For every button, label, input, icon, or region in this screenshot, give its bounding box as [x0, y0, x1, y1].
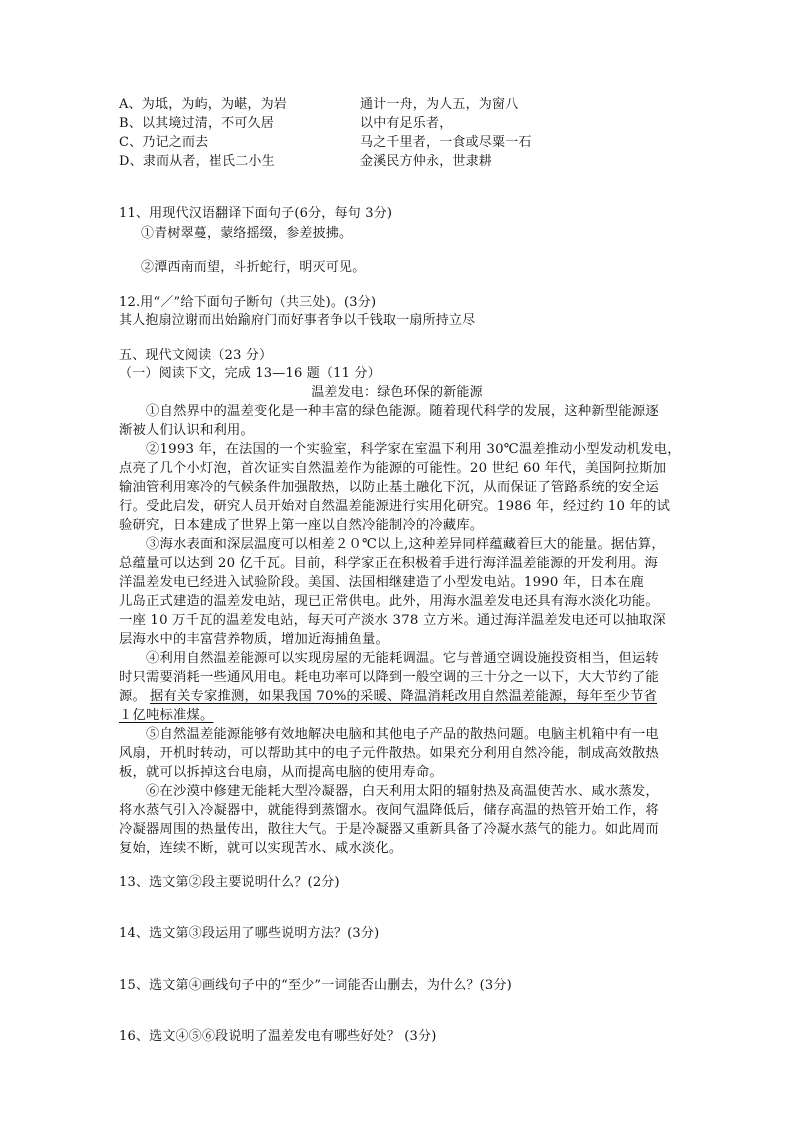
article-line: 将水蒸气引入冷凝器中，就能得到蒸馏水。夜间气温降低后，储存高温的热管开始工作，将	[119, 803, 659, 818]
article-line: ④利用自然温差能源可以实现房屋的无能耗调温。它与普通空调设施投资相当，但运转	[146, 651, 659, 666]
article-line: ⑥在沙漠中修建无能耗大型冷凝器，白天利用太阳的辐射热及高温使苦水、咸水蒸发，	[146, 784, 659, 799]
article-line	[119, 687, 657, 706]
q11-item-2: ②潭西南而望，斗折蛇行，明灭可见。	[141, 260, 366, 275]
article-line: 层海水中的丰富营养物质，增加近海捕鱼量。	[119, 632, 389, 647]
underlined-sentence-end: １亿吨标准煤。	[119, 708, 214, 723]
q12-prompt: 12.用“／”给下面句子断句（共三处)。(3分)	[119, 295, 377, 310]
option-b-right: 以中有足乐者，	[360, 116, 453, 131]
question-16: 16、选文④⑤⑥段说明了温差发电有哪些好处？ (3分)	[119, 1029, 437, 1044]
article-line: 冷凝器周围的热量传出，散往大气。于是冷凝器又重新具备了冷凝水蒸气的能力。如此周而	[119, 822, 659, 837]
article-line: 复始，连续不断，就可以实现苦水、咸水淡化。	[119, 841, 403, 856]
section-heading: 五、现代文阅读（23 分）	[119, 348, 273, 363]
q11-item-1: ①青树翠蔓，蒙络摇缀，参差披拂。	[141, 226, 353, 241]
article-line: ⑤自然温差能源能够有效地解决电脑和其他电子产品的散热问题。电脑主机箱中有一电	[146, 727, 659, 742]
article-line: 验研究，日本建成了世界上第一座以自然冷能制冷的冷藏库。	[119, 518, 484, 533]
option-a-right: 通计一舟，为人五，为窗八	[360, 97, 519, 112]
article-line: 渐被人们认识和利用。	[119, 423, 254, 438]
article-line: 儿岛正式建造的温差发电站，现已正常供电。此外，用海水温差发电还具有海水淡化功能。	[119, 594, 659, 609]
article-title: 温差发电：绿色环保的新能源	[311, 385, 483, 400]
article-line: ③海水表面和深层温度可以相差２０℃以上,这种差异同样蕴藏着巨大的能量。据估算，	[146, 537, 665, 552]
article-line: 风扇，开机时转动，可以帮助其中的电子元件散热。如果充分利用自然冷能，制成高效散热	[119, 746, 659, 761]
article-line: 洋温差发电已经进入试验阶段。美国、法国相继建造了小型发电站。1990 年，日本在鹿	[119, 575, 644, 590]
article-line: 板，就可以拆掉这台电扇，从而提高电脑的使用寿命。	[119, 765, 443, 780]
option-d-left: D、隶而从者，崔氏二小生	[119, 154, 275, 169]
article-line: 输油管利用寒冷的气候条件加强散热，以防止基土融化下沉，从而保证了管路系统的安全运	[119, 480, 659, 495]
article-line: 时只需要消耗一些通风用电。耗电功率可以降到一般空调的三十分之一以下，大大节约了能	[119, 670, 659, 685]
article-line-start: 源。	[119, 689, 146, 704]
article-line: 行。受此启发，研究人员开始对自然温差能源进行实用化研究。1986 年，经过约 10 年的试	[119, 499, 671, 514]
q12-sentence: 其人抱扇泣谢而出始踰府门而好事者争以千钱取一扇所持立尽	[119, 313, 476, 328]
option-c-left: C、乃记之而去	[119, 135, 209, 150]
article-line: 总蕴量可以达到 20 亿千瓦。目前，科学家正在积极着手进行海洋温差能源的开发利用。海	[119, 556, 659, 571]
article-line: ①自然界中的温差变化是一种丰富的绿色能源。随着现代科学的发展，这种新型能源逐	[146, 404, 659, 419]
option-a-left: A、为坻，为屿，为嵁，为岩	[119, 97, 287, 112]
section-subheading: （一）阅读下文，完成 13—16 题（11 分）	[119, 366, 381, 381]
article-line: ②1993 年，在法国的一个实验室，科学家在室温下利用 30℃温差推动小型发动机发电，	[146, 442, 681, 457]
article-line: 一座 10 万千瓦的温差发电站，每天可产淡水 378 立方米。通过海洋温差发电还可以抽取深	[119, 613, 666, 628]
question-15: 15、选文第④画线句子中的“至少”一词能否山删去，为什么？(3分)	[119, 978, 512, 993]
option-d-right: 金溪民方仲永，世隶耕	[360, 154, 493, 169]
underlined-sentence: 据有关专家推测，如果我国 70%的采暖、降温消耗改用自然温差能源，每年至少节省	[150, 689, 657, 704]
article-line: 点亮了几个小灯泡，首次证实自然温差作为能源的可能性。20 世纪 60 年代，美国阿拉斯加	[119, 461, 667, 476]
question-14: 14、选文第③段运用了哪些说明方法？(3分)	[119, 926, 380, 941]
q11-prompt: 11、用现代汉语翻译下面句子(6分，每句 3分)	[119, 206, 393, 221]
option-c-right: 马之千里者，一食或尽粟一石	[360, 135, 532, 150]
question-13: 13、选文第②段主要说明什么？(2分)	[119, 875, 340, 890]
option-b-left: B、以其境过清，不可久居	[119, 116, 274, 131]
